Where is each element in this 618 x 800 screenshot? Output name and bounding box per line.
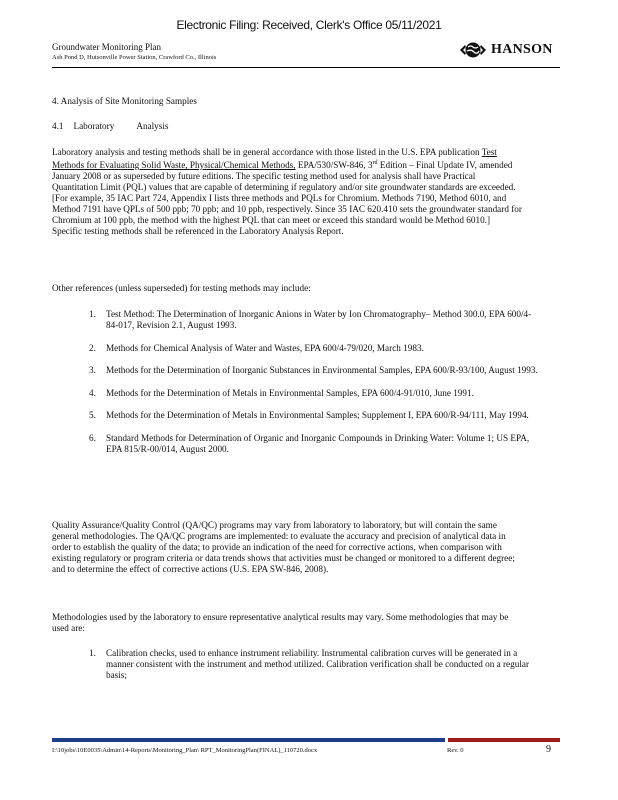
list-item-number: 6.	[89, 432, 96, 443]
header-rule	[52, 67, 560, 68]
list-item-text: Methods for the Determination of Metals in Environmental Samples; Supplement I, EPA 600/R-94/111, May 1994.	[106, 410, 529, 421]
lab-analysis-paragraph	[52, 147, 522, 237]
publication-title: Test Methods for Evaluating Solid Waste, Physical/Chemical Methods,	[52, 147, 497, 171]
references-list	[89, 309, 539, 467]
qa-qc-paragraph: Quality Assurance/Quality Control (QA/QC) programs may vary from laboratory to laboratory, but will contain the same general methodologies. The QA/QC programs are implemented: to evaluate the accuracy and precision of analytical data in order to establish the quality of the data; to provide an indication of the need for corrective actions, when comparison with existing regulatory or program criteria or data trends shows that activities must be changed or monitored to a different degree; and to determine the effect of corrective actions (U.S. EPA SW-846, 2008).	[52, 520, 515, 574]
list-item-text: Test Method: The Determination of Inorganic Anions in Water by Ion Chromatography– Method 300.0, EPA 600/4-84-017, Revision 2.1, August 1993.	[106, 309, 532, 330]
para1-intro: Laboratory analysis and testing methods shall be in general accordance with those listed in the U.S. EPA publication	[52, 147, 482, 157]
list-item-text: Standard Methods for Determination of Organic and Inorganic Compounds in Drinking Water: Volume 1; US EPA, EPA 815/R-00/014, August 2000.	[106, 432, 530, 454]
footer-revision: Rev. 0	[447, 747, 464, 754]
list-item-text: Methods for the Determination of Inorganic Substances in Environmental Samples, EPA 600/R-93/100, August 1993.	[106, 365, 538, 376]
document-subtitle: Ash Pond D, Hutsonville Power Station, Crawford Co., Illinois	[52, 54, 217, 61]
list-item	[89, 343, 539, 354]
subsection-word-1: Laboratory	[73, 121, 115, 131]
edition-superscript: rd	[372, 160, 378, 166]
logo-text: HANSON	[491, 42, 553, 57]
list-item	[89, 410, 539, 421]
para1-rest: Edition – Final Update IV, amended January 2008 or as superseded by future editions. The specific testing method used for analysis shall have Practical Quantitation Limit (PQL) values that are capable of determining if regulatory and/or site groundwater standards are exceeded. [For example, 35 IAC Part 724, Appendix I lists three methods and PQLs for Chromium. Methods 7190, Method 6010, and Method 7191 have QPLs of 500 ppb; 70 ppb; and 10 ppb, respectively. Since 35 IAC 620.410 sets the groundwater standard for Chromium at 100 ppb, the method with the highest PQL that can meet or exceed this standard would be Method 6010.] Specific testing methods shall be referenced in the Laboratory Analysis Report.	[52, 160, 522, 237]
list-item	[89, 433, 539, 455]
list-item-number: 2.	[89, 342, 96, 353]
list-item-number: 5.	[89, 410, 96, 421]
footer-file-path: I:\10jobs\10E0035\Admin\14-Reports\Monitoring_Plan\ RPT_MonitoringPlan(FINAL)_110720.docx	[52, 747, 318, 754]
globe-hands-icon	[459, 41, 487, 59]
list-item-number: 4.	[89, 387, 96, 398]
subsection-heading	[52, 121, 522, 132]
list-item-text: Calibration checks, used to enhance instrument reliability. Instrumental calibration curves will be generated in a manner consistent with the instrument and method utilized. Calibration verification shall be conducted on a regular basis;	[106, 648, 530, 680]
list-item-text: Methods for the Determination of Metals in Environmental Samples, EPA 600/4-91/010, June 1991.	[106, 387, 474, 398]
footer-band-blue	[52, 738, 445, 742]
list-item-number: 3.	[89, 365, 96, 376]
list-item	[89, 365, 539, 376]
list-item	[89, 309, 539, 331]
document-title: Groundwater Monitoring Plan	[52, 42, 161, 52]
para1-edition: EPA/530/SW-846, 3	[295, 160, 373, 171]
list-item	[89, 388, 539, 399]
section-title: 4. Analysis of Site Monitoring Samples	[52, 96, 197, 106]
page-number: 9	[546, 744, 551, 755]
hanson-logo	[459, 40, 553, 60]
subsection-word-2: Analysis	[136, 121, 169, 131]
other-references-paragraph: Other references (unless superseded) for testing methods may include:	[52, 283, 311, 293]
list-item	[89, 648, 529, 681]
methodologies-list	[89, 648, 529, 693]
list-item-number: 1.	[89, 309, 96, 319]
list-item-number: 1.	[89, 648, 96, 658]
subsection-number: 4.1	[52, 121, 64, 131]
list-item-text: Methods for Chemical Analysis of Water and Wastes, EPA 600/4-79/020, March 1983.	[106, 342, 424, 353]
methodologies-paragraph: Methodologies used by the laboratory to ensure representative analytical results may vary. Some methodologies that may be used are:	[52, 612, 509, 633]
footer-band-red	[448, 738, 560, 742]
filing-stamp: Electronic Filing: Received, Clerk's Office 05/11/2021	[176, 18, 442, 32]
